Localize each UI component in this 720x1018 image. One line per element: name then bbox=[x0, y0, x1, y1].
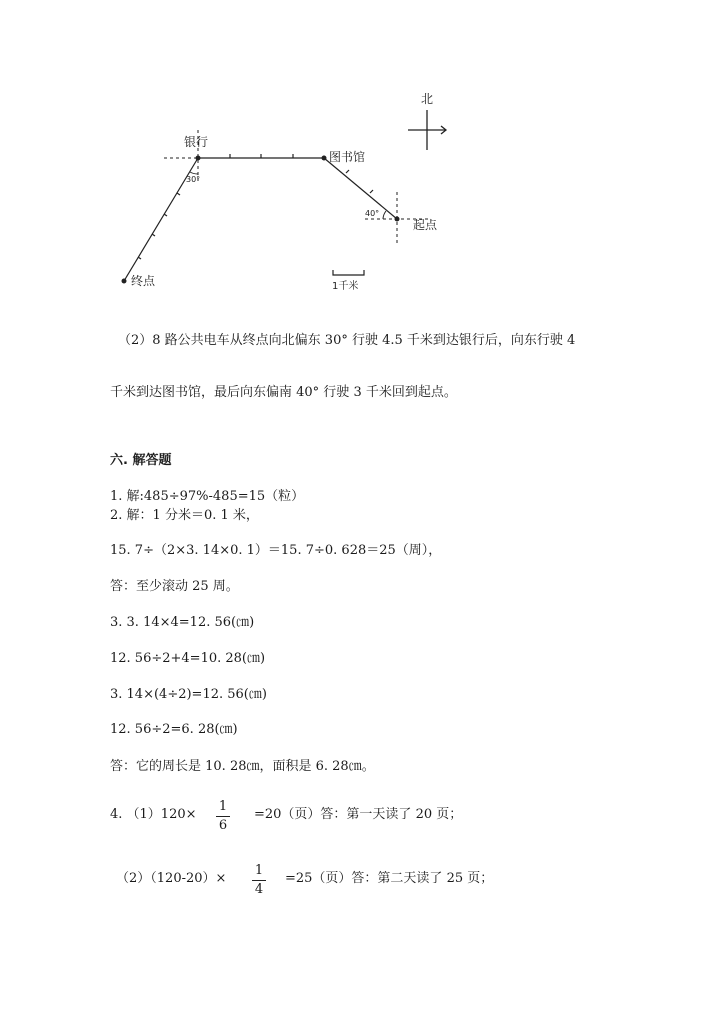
answer-4-1-suffix: =20（页）答：第一天读了 20 页； bbox=[254, 807, 463, 822]
compass-icon bbox=[408, 110, 446, 150]
fraction-numerator: 1 bbox=[218, 799, 228, 814]
library-point bbox=[322, 156, 327, 161]
angle-arc-start bbox=[383, 211, 386, 219]
angle-arc-bank bbox=[190, 172, 198, 174]
answer-2-conclusion: 答：至少滚动 25 周。 bbox=[110, 579, 239, 594]
answer-3-line-4: 12. 56÷2=6. 28(㎝) bbox=[110, 722, 238, 737]
angle-label-start: 40° bbox=[365, 209, 380, 218]
north-label: 北 bbox=[421, 92, 434, 106]
problem-2-line-2: 千米到达图书馆，最后向东偏南 40° 行驶 3 千米回到起点。 bbox=[110, 385, 457, 400]
route-diagram bbox=[0, 0, 720, 310]
answer-4-2-prefix: （2）（120-20）× bbox=[116, 871, 227, 886]
section-title: 六. 解答题 bbox=[110, 453, 172, 468]
start-point bbox=[395, 217, 400, 222]
answer-4-1-prefix: 4. （1）120× bbox=[110, 807, 197, 822]
fraction-denominator: 4 bbox=[254, 882, 264, 897]
scale-bar bbox=[333, 270, 364, 275]
fraction-one-sixth bbox=[216, 799, 230, 834]
scale-label: 1千米 bbox=[332, 281, 359, 292]
answer-1: 1. 解:485÷97%-485=15（粒） bbox=[110, 489, 305, 504]
answer-2: 2. 解：1 分米＝0. 1 米， bbox=[110, 508, 259, 523]
bank-point bbox=[196, 156, 201, 161]
end-point bbox=[122, 279, 127, 284]
library-label: 图书馆 bbox=[329, 150, 366, 164]
fraction-denominator: 6 bbox=[218, 818, 228, 833]
answer-2-calc: 15. 7÷（2×3. 14×0. 1）＝15. 7÷0. 628＝25（周）， bbox=[110, 543, 442, 558]
route-library-to-start bbox=[324, 158, 397, 219]
fraction-one-fourth bbox=[252, 863, 266, 898]
answer-3-line-2: 12. 56÷2+4=10. 28(㎝) bbox=[110, 651, 266, 666]
problem-2-line-1: （2）8 路公共电车从终点向北偏东 30° 行驶 4.5 千米到达银行后，向东行驶 4 bbox=[118, 333, 576, 348]
fraction-numerator: 1 bbox=[254, 863, 264, 878]
answer-4-2-suffix: =25（页）答：第二天读了 25 页； bbox=[285, 871, 494, 886]
answer-3-conclusion: 答：它的周长是 10. 28㎝，面积是 6. 28㎝。 bbox=[110, 759, 375, 774]
start-label: 起点 bbox=[413, 218, 438, 232]
bank-label: 银行 bbox=[184, 135, 209, 149]
answer-3-line-1: 3. 3. 14×4=12. 56(㎝) bbox=[110, 615, 255, 630]
end-label: 终点 bbox=[131, 274, 156, 288]
answer-3-line-3: 3. 14×(4÷2)=12. 56(㎝) bbox=[110, 687, 267, 702]
angle-label-bank: 30° bbox=[186, 175, 201, 184]
